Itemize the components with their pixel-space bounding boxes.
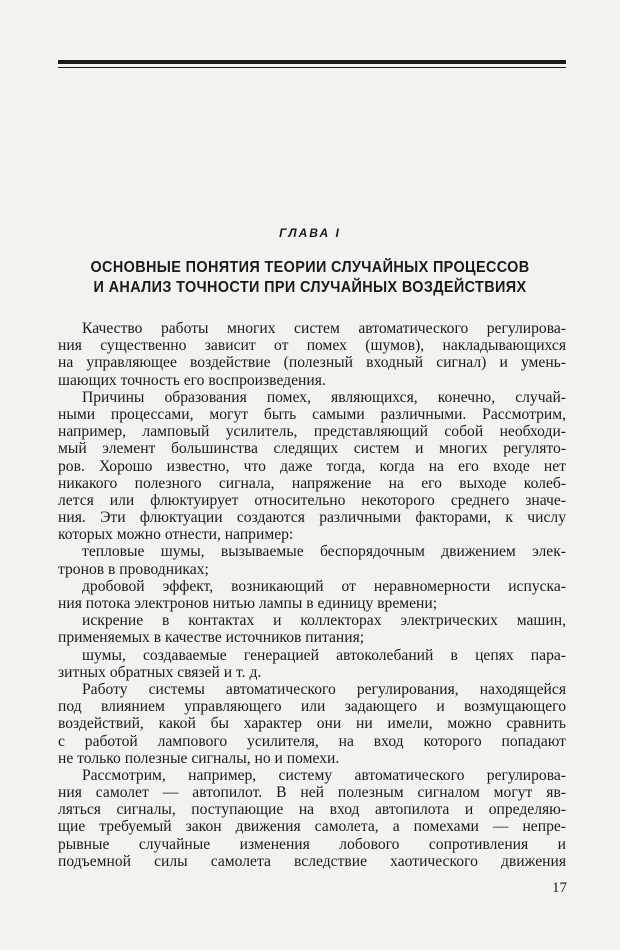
text-line: например, ламповый усилитель, представляющий собой необходи- — [58, 423, 566, 441]
text-line: рывные случайные изменения лобового сопротивления и — [58, 835, 566, 853]
text-line: ния существенно зависит от помех (шумов), накладывающихся — [58, 337, 566, 355]
text-line: применяемых в качестве источников питания; — [58, 629, 365, 647]
text-line: ляться сигналы, поступающие на вход автопилота и определяю- — [58, 801, 566, 819]
text-line: щие требуемый закон движения самолета, а помехами — непре- — [58, 818, 566, 836]
text-line: ров. Хорошо известно, что даже тогда, когда на его входе нет — [58, 457, 566, 475]
text-line: лется или флюктуирует относительно некоторого среднего значе- — [58, 491, 566, 509]
chapter-label: ГЛАВА I — [279, 226, 341, 240]
text-line: тепловые шумы, вызываемые беспорядочным движением элек- — [82, 543, 566, 561]
chapter-title-line: И АНАЛИЗ ТОЧНОСТИ ПРИ СЛУЧАЙНЫХ ВОЗДЕЙСТВИЯХ — [93, 279, 527, 296]
text-line: подъемной силы самолета вследствие хаотического движения — [58, 852, 566, 870]
text-line: не только полезные сигналы, но и помехи. — [58, 749, 340, 767]
text-line: шумы, создаваемые генерацией автоколебаний в цепях пара- — [82, 646, 566, 664]
chapter-title — [78, 258, 543, 298]
text-line: ния. Эти флюктуации создаются различными факторами, к числу — [58, 509, 566, 527]
text-line: ния самолет — автопилот. В ней полезным сигналом могут яв- — [58, 784, 566, 802]
text-line: мый элемент большинства следящих систем и многих регулято- — [58, 440, 566, 458]
body-text — [58, 320, 566, 870]
text-line: искрение в контактах и коллекторах электрических машин, — [82, 612, 566, 630]
page-number: 17 — [552, 880, 567, 896]
text-line: которых можно отнести, например: — [58, 526, 294, 544]
text-line: шающих точность его воспроизведения. — [58, 371, 326, 389]
header-rule-thin — [58, 67, 566, 68]
text-line: дробовой эффект, возникающий от неравномерности испуска- — [82, 577, 566, 595]
text-line: зитных обратных связей и т. д. — [58, 663, 262, 681]
text-line: ния потока электронов нитью лампы в единицу времени; — [58, 595, 438, 612]
text-line: Работу системы автоматического регулирования, находящейся — [82, 680, 566, 698]
text-line: на управляющее воздействие (полезный входный сигнал) и умень- — [58, 354, 566, 372]
text-line: Качество работы многих систем автоматического регулирова- — [82, 320, 566, 337]
text-line: Причины образования помех, являющихся, конечно, случай- — [82, 388, 566, 406]
text-line: никакого полезного сигнала, напряжение на его выходе колеб- — [58, 474, 566, 492]
text-line: Рассмотрим, например, систему автоматического регулирова- — [82, 766, 566, 784]
text-line: под влиянием управляющего или задающего и возмущающего — [58, 698, 566, 716]
header-rule-thick — [58, 60, 566, 64]
text-line: ными процессами, могут быть самыми различными. Рассмотрим, — [58, 405, 566, 423]
text-line: воздействий, какой бы характер они ни имели, можно сравнить — [58, 715, 566, 733]
text-line: с работой лампового усилителя, на вход которого попадают — [58, 732, 566, 750]
text-line: тронов в проводниках; — [58, 560, 209, 578]
chapter-title-line: ОСНОВНЫЕ ПОНЯТИЯ ТЕОРИИ СЛУЧАЙНЫХ ПРОЦЕССОВ — [90, 259, 530, 276]
